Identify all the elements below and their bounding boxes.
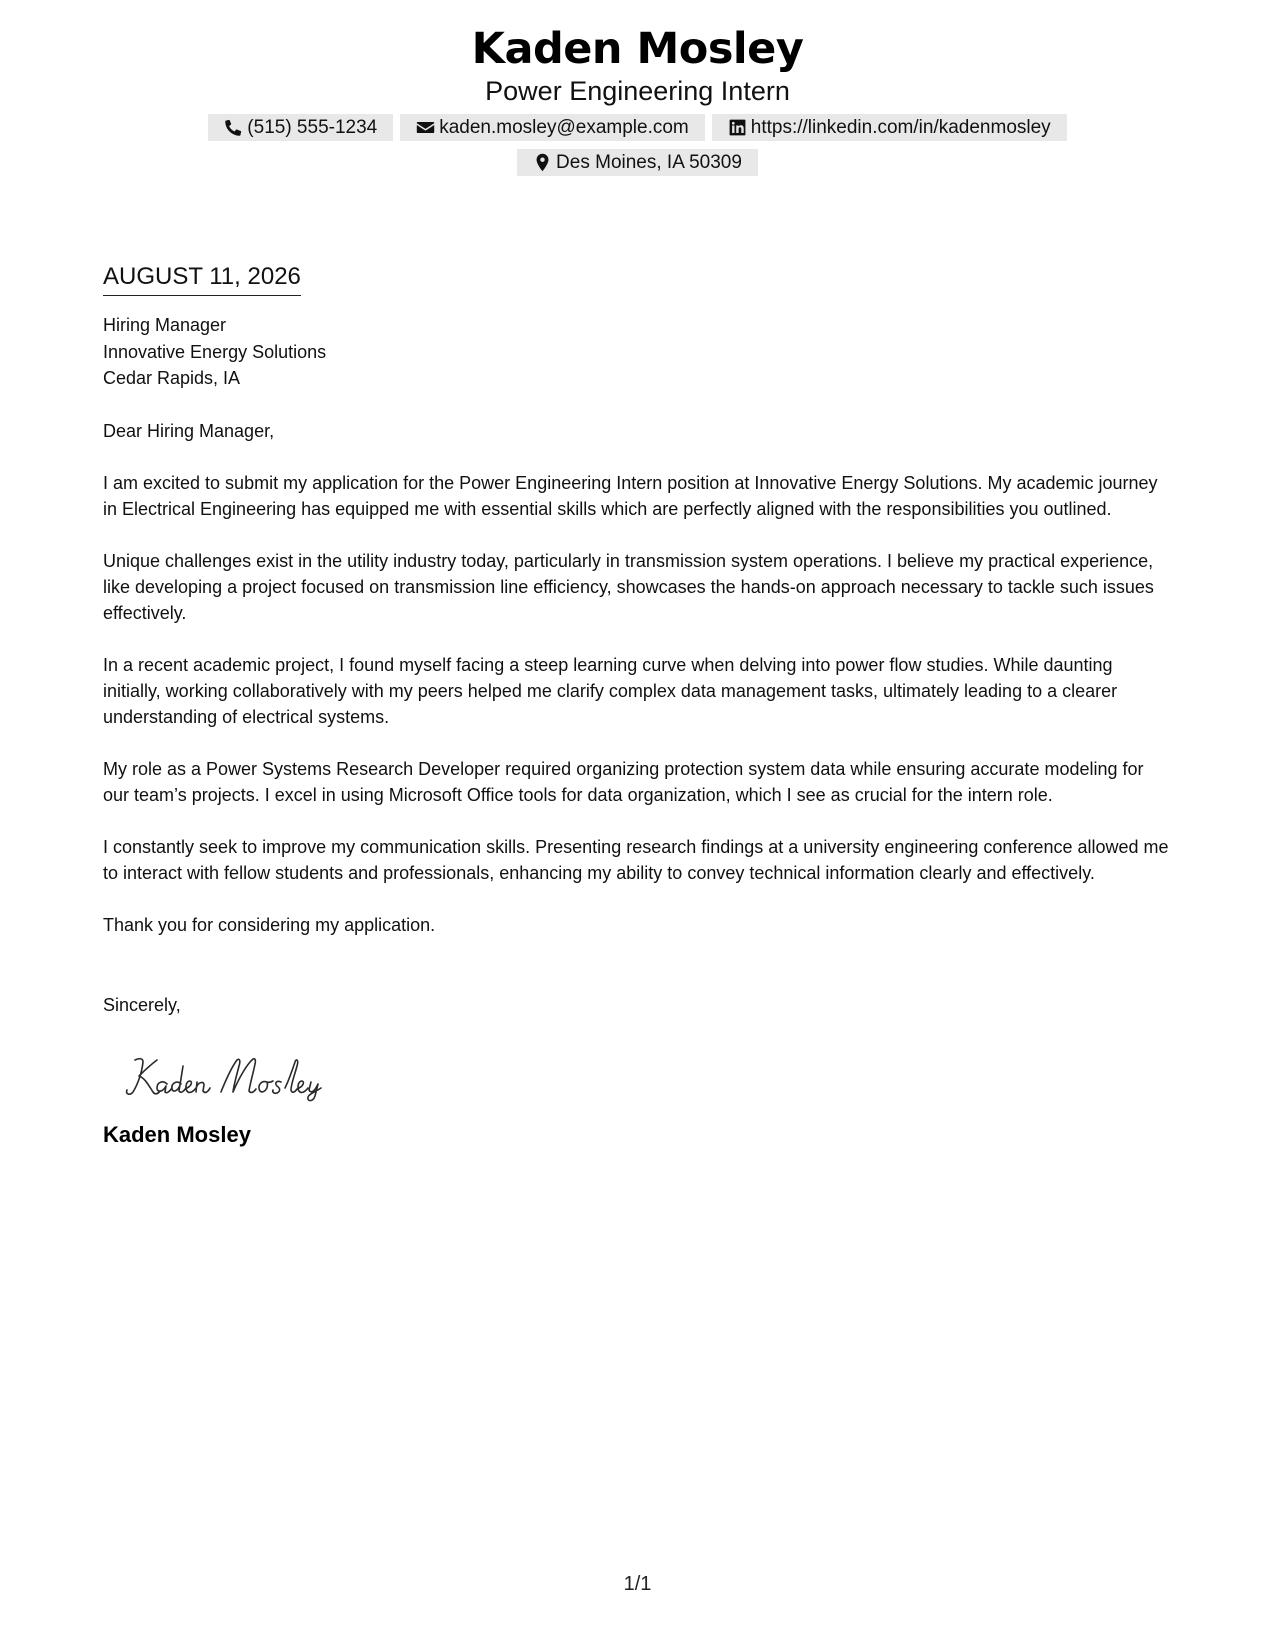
linkedin-icon — [728, 118, 747, 137]
closing: Sincerely, — [103, 994, 181, 1015]
letter-date: AUGUST 11, 2026 — [103, 260, 301, 296]
paragraph: My role as a Power Systems Research Developer required organizing protection system data while ensuring accurate modeling for our team’s projects. I excel in using Microsoft Office tools for data organization, which I see as crucial for the intern role. — [103, 758, 1144, 805]
letter-header — [0, 22, 1275, 176]
contact-location — [517, 149, 758, 176]
location-text: Des Moines, IA 50309 — [556, 151, 742, 173]
paragraph: I constantly seek to improve my communication skills. Presenting research findings at a university engineering conference allowed me to interact with fellow students and professionals, enhancing my ability to convey technical information clearly and effectively. — [103, 836, 1169, 883]
page-number: 1/1 — [623, 1573, 652, 1595]
paragraph: I am excited to submit my application for the Power Engineering Intern position at Innovative Energy Solutions. My academic journey in Electrical Engineering has equipped me with essential skills which are perfectly aligned with the responsibilities you outlined. — [103, 472, 1158, 519]
contact-phone[interactable] — [208, 114, 393, 141]
handwritten-signature — [121, 1048, 1173, 1104]
recipient-location: Cedar Rapids, IA — [103, 368, 241, 388]
phone-text: (515) 555-1234 — [247, 116, 378, 138]
paragraph: Thank you for considering my application. — [103, 914, 436, 935]
recipient-company: Innovative Energy Solutions — [103, 341, 327, 362]
recipient-block — [103, 312, 1173, 392]
salutation: Dear Hiring Manager, — [103, 420, 275, 441]
contact-linkedin[interactable] — [712, 114, 1067, 141]
paragraph: Unique challenges exist in the utility industry today, particularly in transmission system operations. I believe my practical experience, like developing a project focused on transmission line efficiency, showcases the hands-on approach necessary to tackle such issues effectively. — [103, 550, 1154, 623]
contact-bar — [208, 114, 1068, 176]
map-pin-icon — [533, 153, 552, 172]
paragraph: In a recent academic project, I found myself facing a steep learning curve when delving into power flow studies. While daunting initially, working collaboratively with my peers helped me clarify complex data management tasks, ultimately leading to a clearer understanding of electrical systems. — [103, 654, 1118, 727]
applicant-role: Power Engineering Intern — [485, 76, 790, 106]
envelope-icon — [416, 118, 435, 137]
email-text: kaden.mosley@example.com — [439, 116, 689, 138]
signer-name: Kaden Mosley — [103, 1121, 251, 1147]
applicant-name: Kaden Mosley — [471, 24, 804, 74]
letter-body — [103, 260, 1173, 1148]
signature-image — [121, 1048, 361, 1104]
recipient-title: Hiring Manager — [103, 315, 227, 335]
contact-email[interactable] — [400, 114, 705, 141]
phone-icon — [224, 118, 243, 137]
linkedin-text: https://linkedin.com/in/kadenmosley — [750, 116, 1051, 138]
